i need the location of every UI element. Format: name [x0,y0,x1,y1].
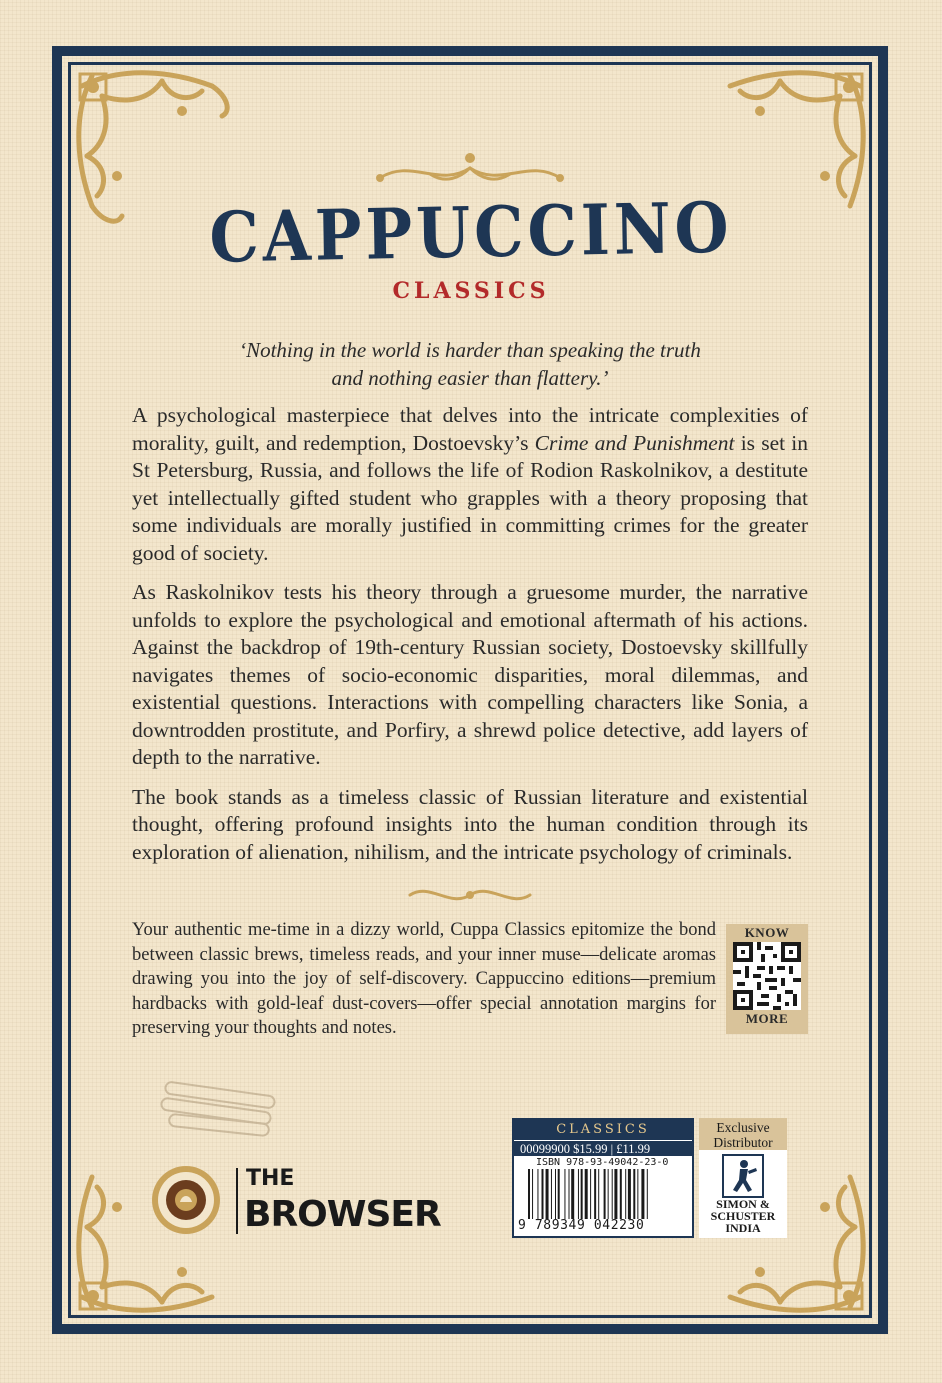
simon-schuster-logo-icon [722,1154,764,1198]
divider-flourish-icon [405,882,535,908]
barcode-bar [571,1169,574,1219]
barcode-bar [537,1169,538,1219]
qr-bottom-label: MORE [745,1011,789,1026]
barcode-bar [581,1169,583,1219]
qr-code-icon[interactable] [733,942,801,1010]
quote-line-2: and nothing easier than flattery.’ [331,366,609,390]
publisher-the: THE [246,1166,295,1191]
blurb-paragraph-3: The book stands as a timeless classic of Russian literature and existential thought, offering profound insights into the human condition through its exploration of alienation, nihilism, and the intricate psychology of criminals. [132,784,808,864]
barcode-bar [614,1169,617,1219]
barcode-bar [585,1169,588,1219]
barcode-bar [633,1169,635,1219]
distributor-name: SIMON & SCHUSTER INDIA [710,1197,776,1235]
distributor-panel [699,1118,787,1238]
barcode-bar [604,1169,606,1219]
barcode-icon [528,1169,684,1219]
price-line: 00099900 $15.99 | £11.99 [514,1140,692,1156]
barcode-bar [598,1169,599,1219]
barcode-bar [608,1169,609,1219]
barcode-bar [546,1169,549,1219]
barcode-bar [637,1169,638,1219]
barcode-bar [578,1169,579,1219]
epigraph-quote [132,336,808,392]
brand-subtitle: CLASSICS [392,278,550,304]
qr-code-box[interactable] [726,924,808,1034]
barcode-digits: 9 789349 042230 [518,1218,645,1233]
barcode-bar [555,1169,556,1219]
blurb-paragraph-2: As Raskolnikov tests his theory through a gruesome murder, the narrative unfolds to explore the psychological and emotional aftermath of his actions. Against the backdrop of 19th-century Russian society, Dostoevsky skillfully navigates themes of socio-economic disparities, moral dilemmas, and existential questions. Interactions with compelling characters like Sonia, a downtrodden prostitute, and Porfiry, a shrewd police detective, add layers of depth to the narrative. [132,580,808,769]
barcode-bar [620,1169,622,1219]
blurb-paragraph-1: A psychological masterpiece that delves into the intricate complexities of morality, guilt, and redemption, Dostoevsky’s Crime and Punishment is set in St Petersburg, Russia, and follows the life of Rodion Raskolnikov, a destitute yet intellectually gifted student who grapples with a theory proposing that some individuals are morally justified in committing crimes for the greater good of society. [132,403,808,565]
barcode-bar [528,1169,530,1219]
barcode-bar [612,1169,613,1219]
cinnamon-sticks-illustration-icon [155,1075,285,1145]
isbn-text: ISBN 978-93-49042-23-0 [536,1157,669,1168]
barcode-bar [647,1169,648,1219]
barcode-bar [564,1169,565,1219]
series-promo-text: Your authentic me-time in a dizzy world, Cuppa Classics epitomize the bond between classic brews, timeless reads, and your inner muse—delicate aromas drawing you into the joy of self-discovery. Cappuccino editions—premium hardbacks with gold-leaf dust-covers—offer special annotation margins for preserving your thoughts and notes. [132,920,716,1038]
logo-divider [236,1168,238,1234]
barcode-bar [641,1169,644,1219]
barcode-bar [594,1169,596,1219]
barcode-bar [558,1169,560,1219]
brand-title: CAPPUCCINO [208,186,734,279]
barcode-bar [590,1169,591,1219]
blurb-text [132,402,808,878]
barcode-bar [628,1169,631,1219]
barcode-bar [542,1169,544,1219]
distributor-label: Exclusive Distributor [699,1118,787,1150]
barcode-bar [625,1169,626,1219]
barcode-bar [569,1169,570,1219]
publisher-logos [150,1164,441,1238]
publisher-name: BROWSER [244,1194,441,1235]
book-title: Crime and Punishment [534,430,735,455]
barcode-bar [551,1169,552,1219]
barcode-panel [512,1118,694,1238]
barcode-bar [532,1169,533,1219]
barcode-series-label: CLASSICS [514,1120,692,1140]
qr-top-label: KNOW [744,925,790,940]
cuppa-classics-logo-icon [150,1164,222,1236]
quote-line-1: ‘Nothing in the world is harder than speaking the truth [239,338,701,362]
top-flourish-icon [370,148,570,192]
